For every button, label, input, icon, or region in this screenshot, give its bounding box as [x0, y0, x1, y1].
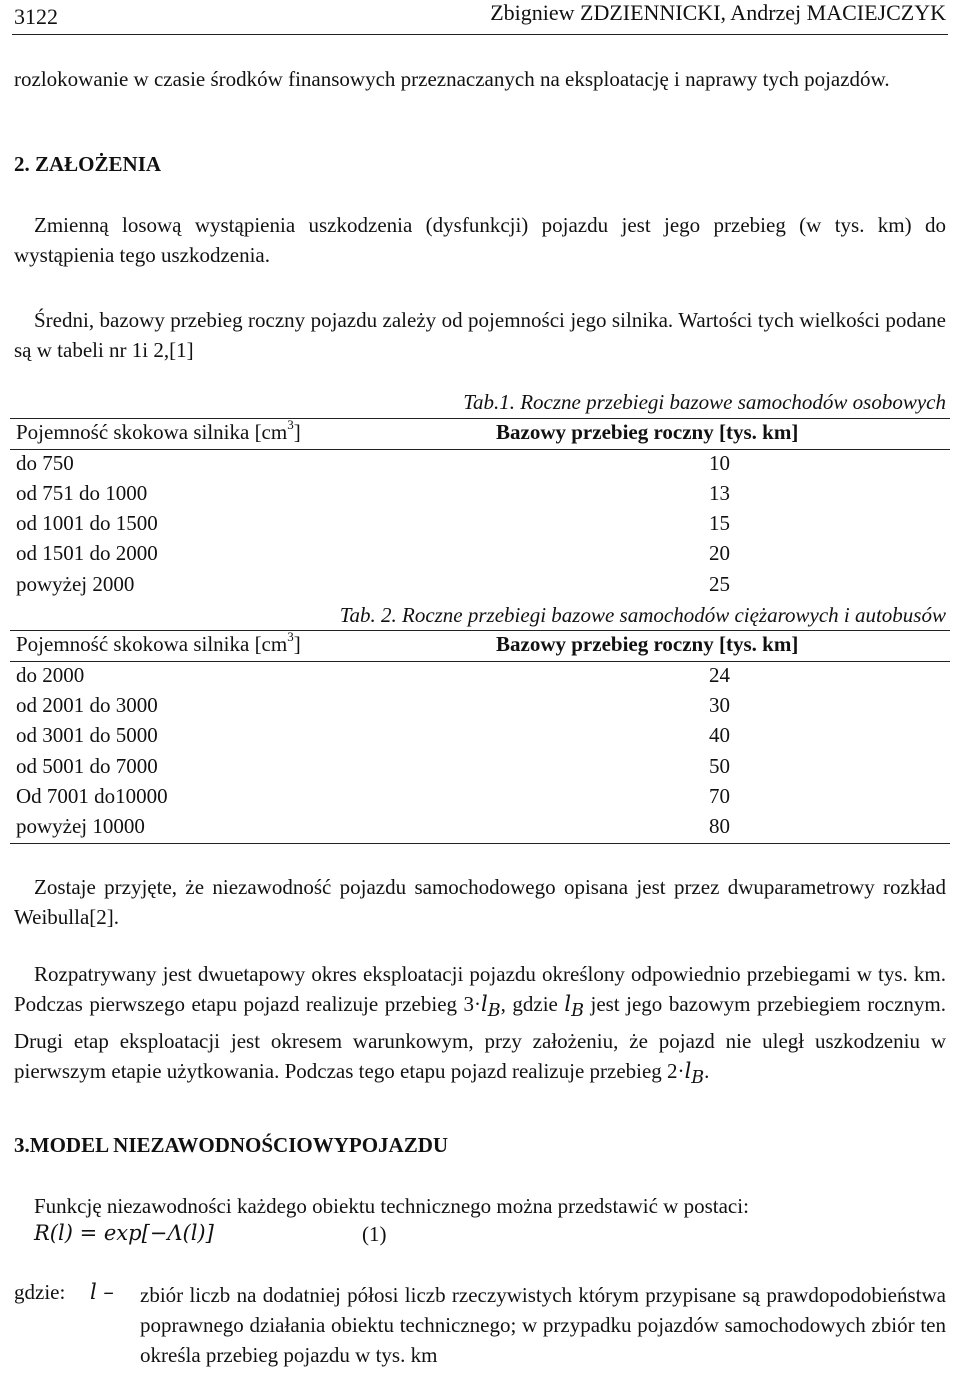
where-label: gdzie:: [14, 1280, 66, 1304]
equation-1: R(l) = exp[−Λ(l)]: [34, 1221, 214, 1245]
table-2-header-rule: [10, 661, 950, 662]
table-1-row-value: 25: [709, 572, 730, 596]
table-2-row-value: 24: [709, 663, 730, 687]
table-2-row-range: od 5001 do 7000: [16, 754, 158, 778]
section-2-paragraph-1: Zmienną losową wystąpienia uszkodzenia (dysfunkcji) pojazdu jest jego przebieg (w tys. km) do wystąpienia tego uszkodzenia.: [14, 213, 946, 267]
table-1-row-value: 20: [709, 541, 730, 565]
table-1-row-range: od 1001 do 1500: [16, 511, 158, 535]
table-1-row-range: do 750: [16, 451, 74, 475]
stages-paragraph: Rozpatrywany jest dwuetapowy okres eksploatacji pojazdu określony odpowiednio przebiegami w tys. km. Podczas pierwszego etapu pojazd realizuje przebieg $3\cdot l_B$, gdzie $l_B$ jest jego bazowym przebiegiem rocznym. Drugi etap eksploatacji jest okresem warunkowym, przy założeniu, że pojazd nie uległ uszkodzeniu w pierwszym etapie użytkowania. Podczas tego etapu pojazd realizuje przebieg $2\cdot l_B$.: [14, 962, 946, 1089]
table-2-caption: Tab. 2. Roczne przebiegi bazowe samochodów ciężarowych i autobusów: [339, 603, 946, 627]
table-2-bottom-rule: [10, 843, 950, 844]
table-2-row-value: 50: [709, 754, 730, 778]
table-2-row-range: powyżej 10000: [16, 814, 145, 838]
page-number: 3122: [14, 4, 58, 29]
section-2-paragraph-2: Średni, bazowy przebieg roczny pojazdu zależy od pojemności jego silnika. Wartości tych wielkości podane są w tabeli nr 1i 2,[1]: [14, 308, 946, 362]
table-2-header-capacity: Pojemność skokowa silnika $[cm^3]$: [16, 629, 301, 656]
table-2-row-value: 30: [709, 693, 730, 717]
table-1-row-range: od 1501 do 2000: [16, 541, 158, 565]
section-2-heading: 2. ZAŁOŻENIA: [14, 152, 162, 176]
table-1-row-range: powyżej 2000: [16, 572, 135, 596]
table-2-top-rule: [10, 630, 950, 631]
table-2-row-value: 80: [709, 814, 730, 838]
table-1-top-rule: [10, 418, 950, 419]
header-rule: [12, 34, 948, 35]
table-2-row-value: 70: [709, 784, 730, 808]
weibull-paragraph: Zostaje przyjęte, że niezawodność pojazdu samochodowego opisana jest przez dwuparametrowy rozkład Weibulla[2].: [14, 875, 946, 929]
table-1-header-capacity: Pojemność skokowa silnika $[cm^3]$: [16, 417, 301, 444]
table-2-row-range: Od 7001 do10000: [16, 784, 168, 808]
intro-paragraph: rozlokowanie w czasie środków finansowych przeznaczanych na eksploatację i naprawy tych pojazdów.: [14, 67, 890, 91]
table-1-row-range: od 751 do 1000: [16, 481, 148, 505]
table-1-row-value: 15: [709, 511, 730, 535]
equation-number: (1): [362, 1222, 387, 1246]
table-1-row-value: 13: [709, 481, 730, 505]
running-header-authors: Zbigniew ZDZIENNICKI, Andrzej MACIEJCZYK: [490, 0, 946, 25]
table-2-header-mileage: Bazowy przebieg roczny [tys. km]: [496, 632, 799, 656]
table-2-row-range: do 2000: [16, 663, 85, 687]
where-symbol: l –: [90, 1280, 114, 1304]
table-2-row-value: 40: [709, 723, 730, 747]
table-1-header-rule: [10, 449, 950, 450]
table-1-header-mileage: Bazowy przebieg roczny [tys. km]: [496, 420, 799, 444]
section-3-heading: 3.MODEL NIEZAWODNOŚCIOWYPOJAZDU: [14, 1133, 449, 1157]
table-2-row-range: od 2001 do 3000: [16, 693, 158, 717]
section-3-intro: Funkcję niezawodności każdego obiektu technicznego można przedstawić w postaci:: [34, 1194, 749, 1218]
where-definition: zbiór liczb na dodatniej półosi liczb rzeczywistych którym przypisane są prawdopodobieństwa poprawnego działania obiektu technicznego; w przypadku pojazdów samochodowych zbiór ten określa przebieg pojazdu w tys. km: [140, 1283, 946, 1367]
table-2-row-range: od 3001 do 5000: [16, 723, 158, 747]
table-1-row-value: 10: [709, 451, 730, 475]
table-1-caption: Tab.1. Roczne przebiegi bazowe samochodów osobowych: [463, 390, 946, 414]
